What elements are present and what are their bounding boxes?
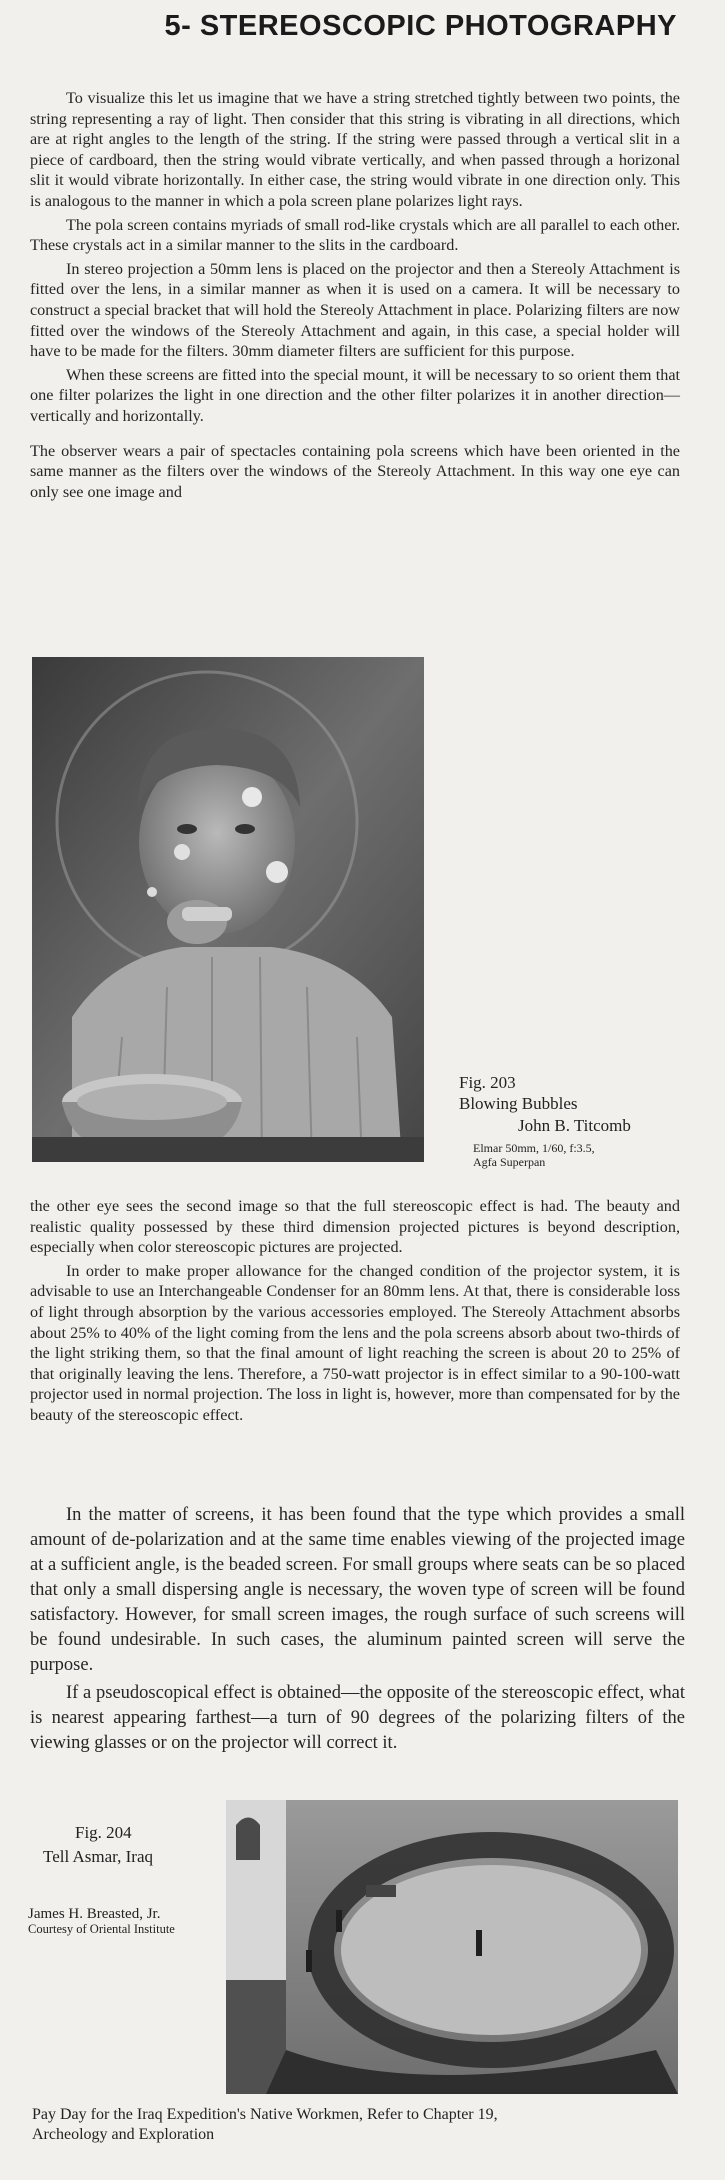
paragraph-stereo-effect: the other eye sees the second image so that the full stereoscopic effect is had. The beauty and realistic quality possessed by these third dimension projected pictures is beyond description, especially when color stereoscopic pictures are projected. [30,1197,680,1257]
paragraph-condenser: In order to make proper allowance for the changed condition of the projector system, it is advisable to use an Interchangeable Condenser for an 80mm lens. At that, there is considerable loss of light through absorption by the various accessories employed. The Stereoly Attachment absorbs about 25% to 40% of the light coming from the lens and the pola screens absorb about two-thirds of the light striking them, so that the final amount of light reaching the screen is about 20 to 25% of that originally leaving the lens. Therefore, a 750-watt projector is in effect similar to a 90-100-watt projector used in normal projection. The loss in light is, however, more than compensated for by the beauty of the stereoscopic effect. [30,1261,680,1424]
fig-203-film: Agfa Superpan [473,1155,546,1169]
fig-203-author: John B. Titcomb [518,1116,631,1135]
paragraph-stereo-projection: In stereo projection a 50mm lens is placed on the projector and then a Stereoly Attachment is fitted over the lens, in a similar manner as when it is used on a camera. It will be necessary to construct a special bracket that will hold the Stereoly Attachment in place. Polarizing filters are now fitted over the windows of the Stereoly Attachment and again, in this case, a special holder will have to be made for the filters. 30mm diameter filters are sufficient for this purpose. [30,259,680,361]
paragraph-pola-screen: The pola screen contains myriads of small rod-like crystals which are all parallel to each other. These crystals act in a similar manner to the slits in the cardboard. [30,215,680,255]
fig-204-caption-line1: Pay Day for the Iraq Expedition's Native Workmen, Refer to Chapter 19, [32,2106,498,2123]
fig-204-number: Fig. 204 [75,1823,132,1842]
fig-203-number: Fig. 203 [459,1073,516,1092]
body-text-top [30,88,680,502]
fig-203-photo-blowing-bubbles [32,657,424,1162]
fig-204-title: Tell Asmar, Iraq [43,1847,154,1866]
fig-204-photo-tell-asmar [226,1800,678,2094]
paragraph-special-mount: When these screens are fitted into the special mount, it will be necessary to so orient them that one filter polarizes the light in one direction and the other filter polarizes it in another direction—vertically and horizontally. [30,365,680,425]
page-title: 5- STEREOSCOPIC PHOTOGRAPHY [164,10,677,42]
fig-203-title: Blowing Bubbles [459,1094,578,1113]
paragraph-pseudoscopic: If a pseudoscopical effect is obtained—the opposite of the stereoscopic effect, what is nearest appearing farthest—a turn of 90 degrees of the polarizing filters of the viewing glasses or on the projector will correct it. [30,1683,685,1753]
body-text-middle [30,1196,680,1426]
fig-204-credit: Courtesy of Oriental Institute [28,1922,175,1936]
paragraph-string-analogy: To visualize this let us imagine that we have a string stretched tightly between two points, the string representing a ray of light. Then consider that this string is vibrating in all directions, which are at right angles to the length of the string. If the string were passed through a vertical slit in a piece of cardboard, then the string would vibrate vertically, and when passed through a horizonal slit it would vibrate horizontally. In either case, the string would vibrate in one direction only. This is analogous to the manner in which a pola screen plane polarizes light rays. [30,89,680,210]
paragraph-observer-spectacles: The observer wears a pair of spectacles containing pola screens which have been oriented in the same manner as the filters over the windows of the Stereoly Attachment. In this way one eye can only see one image and [30,441,680,501]
fig-204-author: James H. Breasted, Jr. [28,1906,161,1922]
fig-204-caption-line2: Archeology and Exploration [32,2126,215,2143]
body-text-large [30,1503,685,1756]
fig-203-exposure: Elmar 50mm, 1/60, f:3.5, [473,1141,595,1155]
paragraph-screens: In the matter of screens, it has been found that the type which provides a small amount of de-polarization and at the same time enables viewing of the projected image at a sufficient angle, is the beaded screen. For small groups where seats can be so placed that only a small dispersing angle is necessary, the woven type of screen will be found satisfactory. However, for small screen images, the rough surface of such screens will be found undesirable. In such cases, the aluminum painted screen will serve the purpose. [30,1505,685,1675]
